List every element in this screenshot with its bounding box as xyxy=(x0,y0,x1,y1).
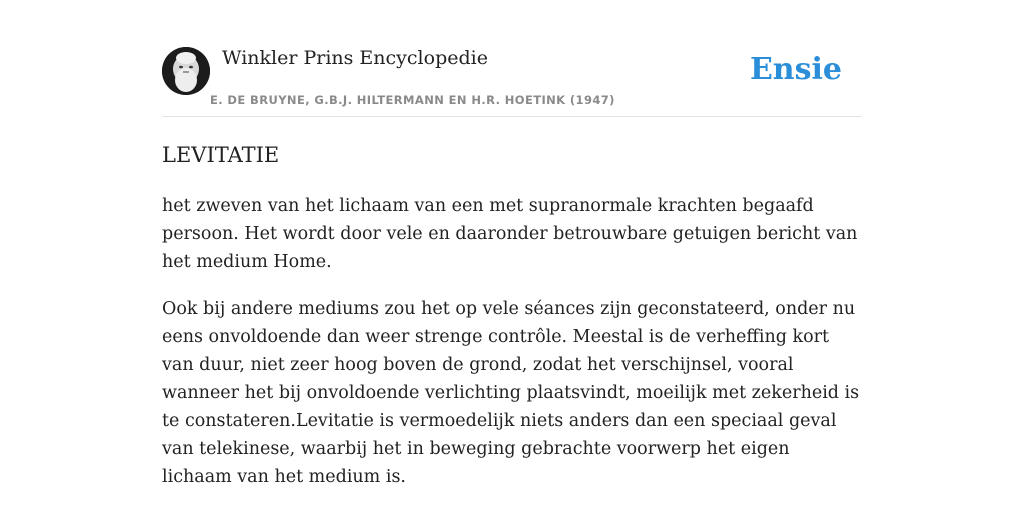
portrait-icon xyxy=(162,47,210,95)
source-header xyxy=(162,46,862,117)
article-paragraph: het zweven van het lichaam van een met supranormale krachten begaafd persoon. Het wordt door vele en daaronder betrouwbare getuigen bericht van het medium Home. xyxy=(162,196,858,272)
article-paragraph: Ook bij andere mediums zou het op vele séances zijn geconstateerd, onder nu eens onvoldoende dan weer strenge contrôle. Meestal is de verheffing kort van duur, niet zeer hoog boven de grond, zodat het verschijnsel, vooral wanneer het bij onvoldoende verlichting plaatsvindt, moeilijk met zekerheid is te constateren.Levitatie is vermoedelijk niets anders dan een speciaal geval van telekinese, waarbij het in beweging gebrachte voorwerp het eigen lichaam van het medium is. xyxy=(162,299,860,487)
author-portrait-avatar[interactable] xyxy=(162,47,210,95)
article-headword: LEVITATIE xyxy=(162,143,280,167)
source-title[interactable]: Winkler Prins Encyclopedie xyxy=(222,47,488,69)
article xyxy=(162,140,862,510)
source-authors: E. DE BRUYNE, G.B.J. HILTERMANN EN H.R. HOETINK (1947) xyxy=(210,93,615,107)
ensie-logo-link[interactable]: Ensie xyxy=(749,52,842,87)
